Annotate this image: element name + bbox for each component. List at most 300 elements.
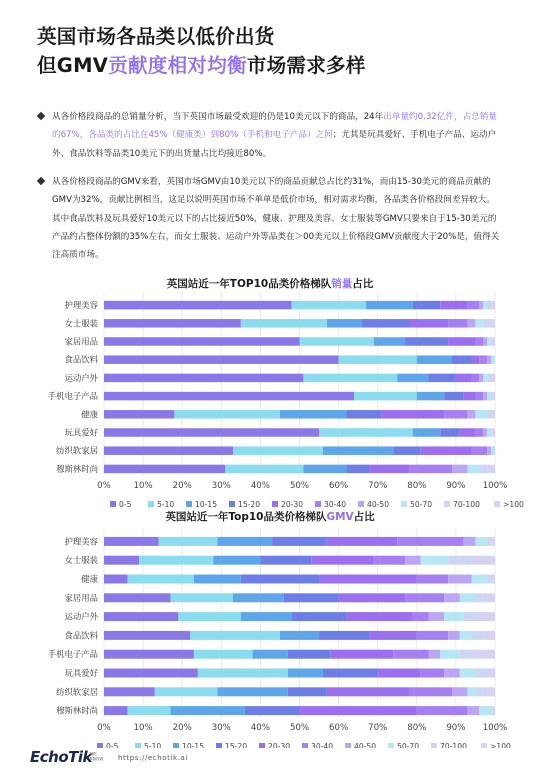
- bar-segment: [198, 669, 288, 678]
- bar-segment: [487, 593, 495, 602]
- bar-segment: [104, 593, 170, 602]
- chart2-title: [0, 509, 540, 524]
- bar-segment: [475, 650, 495, 659]
- bar-segment: [300, 706, 417, 715]
- legend-swatch: [315, 501, 321, 507]
- legend-swatch: [148, 501, 154, 507]
- bar-segment: [190, 631, 280, 640]
- bar-segment: [104, 556, 139, 565]
- bar-segment: [233, 446, 323, 455]
- x-tick-label: 20%: [172, 481, 192, 491]
- bar-segment: [104, 669, 198, 678]
- bar-segment: [464, 612, 480, 621]
- page-title: [37, 22, 366, 80]
- x-tick-label: 10%: [133, 723, 153, 733]
- bar-segment: [444, 612, 464, 621]
- chart1-title-pre: 英国站近一年TOP10品类价格梯队: [166, 278, 332, 290]
- bar-segment: [487, 465, 495, 474]
- para1-highlight: 出单量约0.32亿件，占总销量的67%，各品类的占比在45%（健康类）到80%（手机和电子产品）之间: [52, 112, 497, 141]
- bar-segment: [104, 687, 155, 696]
- bar-segment: [472, 355, 480, 364]
- bar-segment: [464, 392, 476, 401]
- bar-segment: [327, 319, 362, 328]
- bar-segment: [104, 428, 319, 437]
- bar-segment: [104, 337, 300, 346]
- legend-label: 0-5: [119, 500, 132, 507]
- bar-segment: [491, 706, 495, 715]
- bar-segment: [468, 687, 476, 696]
- chart2-title-post: 占比: [353, 511, 375, 523]
- category-label: 玩具爱好: [64, 668, 98, 678]
- legend-label: >100: [490, 742, 511, 748]
- bar-segment: [319, 428, 413, 437]
- bar-segment: [487, 392, 491, 401]
- legend-swatch: [97, 743, 103, 748]
- bar-segment: [374, 337, 405, 346]
- title-line-2: [37, 51, 366, 80]
- bar-segment: [429, 612, 445, 621]
- bar-segment: [472, 374, 480, 383]
- bar-segment: [241, 319, 327, 328]
- category-label: 女士服装: [64, 555, 98, 566]
- bar-segment: [241, 612, 292, 621]
- bar-segment: [339, 355, 417, 364]
- bar-segment: [475, 687, 483, 696]
- bar-segment: [339, 593, 405, 602]
- bar-segment: [288, 687, 327, 696]
- bar-segment: [217, 687, 287, 696]
- bar-segment: [327, 537, 397, 546]
- bar-segment: [104, 374, 303, 383]
- x-tick-label: 50%: [289, 481, 310, 491]
- bar-segment: [241, 575, 319, 584]
- bar-segment: [127, 575, 193, 584]
- legend-swatch: [431, 743, 437, 748]
- bar-segment: [444, 593, 460, 602]
- bar-segment: [491, 446, 495, 455]
- bar-segment: [468, 410, 476, 419]
- x-tick-label: 40%: [250, 723, 270, 733]
- bar-segment: [245, 706, 300, 715]
- bar-segment: [362, 319, 409, 328]
- paragraph-gmv: [52, 173, 502, 264]
- bar-segment: [417, 575, 448, 584]
- bar-segment: [421, 556, 448, 565]
- bar-segment: [487, 337, 491, 346]
- legend-swatch: [135, 743, 141, 748]
- bar-segment: [440, 650, 460, 659]
- category-label: 护理美容: [64, 300, 98, 311]
- category-label: 纺织软家居: [56, 445, 98, 456]
- category-label: 玩具爱好: [64, 427, 98, 438]
- bar-segment: [170, 593, 233, 602]
- x-tick-label: 100%: [482, 723, 508, 733]
- category-label: 食品饮料: [64, 354, 98, 365]
- bar-segment: [104, 650, 194, 659]
- bar-segment: [468, 301, 480, 310]
- title-line-2-post: 市场需求多样: [246, 54, 366, 77]
- legend-swatch: [388, 743, 394, 748]
- bar-segment: [104, 631, 190, 640]
- paragraph-sales: [52, 108, 502, 163]
- bar-segment: [475, 537, 487, 546]
- bar-segment: [409, 465, 452, 474]
- legend-label: 15-20: [238, 500, 261, 507]
- diamond-bullet-icon: [37, 112, 45, 120]
- legend-label: 30-40: [311, 742, 334, 748]
- bar-segment: [104, 355, 339, 364]
- bar-segment: [346, 410, 381, 419]
- legend-label: 70-100: [453, 500, 480, 507]
- bar-segment: [491, 392, 495, 401]
- diamond-bullet-icon: [37, 177, 45, 185]
- legend-label: 40-50: [367, 500, 390, 507]
- legend-label: 40-50: [354, 742, 377, 748]
- bar-segment: [468, 319, 476, 328]
- legend-label: 20-30: [268, 742, 291, 748]
- bar-segment: [272, 537, 327, 546]
- bar-segment: [421, 669, 444, 678]
- bar-segment: [405, 556, 421, 565]
- bar-segment: [448, 556, 471, 565]
- bar-segment: [413, 301, 440, 310]
- bar-segment: [378, 669, 421, 678]
- category-label: 手机电子产品: [47, 391, 98, 402]
- bar-segment: [104, 612, 178, 621]
- bar-segment: [448, 631, 460, 640]
- bar-segment: [483, 687, 495, 696]
- bar-segment: [319, 575, 417, 584]
- bar-segment: [475, 319, 483, 328]
- legend-swatch: [481, 743, 487, 748]
- x-tick-label: 90%: [446, 481, 466, 491]
- bar-segment: [448, 575, 471, 584]
- bar-segment: [487, 669, 495, 678]
- bar-segment: [491, 537, 495, 546]
- x-tick-label: 100%: [482, 481, 508, 491]
- bar-segment: [475, 669, 487, 678]
- bar-segment: [475, 392, 483, 401]
- bar-segment: [491, 374, 495, 383]
- legend-swatch: [110, 501, 116, 507]
- legend-swatch: [173, 743, 179, 748]
- bar-segment: [483, 428, 487, 437]
- bar-segment: [280, 410, 346, 419]
- bar-segment: [393, 650, 428, 659]
- bar-segment: [475, 593, 487, 602]
- bar-segment: [448, 337, 475, 346]
- bar-segment: [405, 593, 444, 602]
- bar-segment: [491, 319, 495, 328]
- category-label: 家居用品: [64, 592, 98, 603]
- x-tick-label: 30%: [211, 723, 231, 733]
- bar-segment: [397, 537, 463, 546]
- para2-text: 从各价格段商品的GMV来看，英国市场GMV由10美元以下的商品贡献总占比约31%，而由15-30美元的商品贡献的GMV为32%，贡献比例相当，这足以说明英国市场不单单是低价市场，相对需求均衡，各品类各价格段间差异较大。其中食品饮料及玩具爱好10美元以下的占比接近50%，健康、护理及美容、女士服装等GMV只要来自于15-30美元的产品约占整体份额的35%左右，而女士服装、运动户外等品类在＞00美元以上价格段GMV贡献度大于20%是，值得关注高质市场。: [52, 177, 500, 261]
- sales-share-chart: [0, 292, 540, 507]
- bar-segment: [483, 301, 487, 310]
- bar-segment: [479, 301, 483, 310]
- category-label: 家居用品: [64, 336, 98, 347]
- bar-segment: [468, 465, 480, 474]
- x-tick-label: 60%: [329, 481, 349, 491]
- category-label: 食品饮料: [64, 630, 98, 641]
- bar-segment: [311, 556, 374, 565]
- bar-segment: [479, 465, 487, 474]
- bar-segment: [491, 410, 495, 419]
- bar-segment: [397, 374, 428, 383]
- legend-swatch: [444, 501, 450, 507]
- bar-segment: [413, 428, 440, 437]
- bar-segment: [475, 410, 487, 419]
- bar-segment: [479, 612, 495, 621]
- bar-segment: [487, 446, 491, 455]
- bar-segment: [139, 556, 213, 565]
- x-tick-label: 90%: [446, 723, 466, 733]
- bar-segment: [382, 410, 445, 419]
- bar-segment: [491, 337, 495, 346]
- bar-segment: [217, 537, 272, 546]
- bar-segment: [104, 319, 241, 328]
- x-tick-label: 0%: [97, 481, 111, 491]
- bar-segment: [104, 537, 159, 546]
- legend-swatch: [401, 501, 407, 507]
- bar-segment: [483, 631, 495, 640]
- legend-swatch: [302, 743, 308, 748]
- bar-segment: [159, 537, 218, 546]
- bar-segment: [346, 465, 369, 474]
- legend-swatch: [272, 501, 278, 507]
- bar-segment: [483, 337, 487, 346]
- bar-segment: [194, 650, 253, 659]
- category-label: 运动户外: [64, 611, 98, 622]
- bar-segment: [366, 301, 413, 310]
- bar-segment: [456, 374, 472, 383]
- bar-segment: [444, 392, 464, 401]
- bar-segment: [327, 687, 409, 696]
- bar-segment: [194, 575, 241, 584]
- bar-segment: [452, 687, 468, 696]
- bar-segment: [284, 593, 339, 602]
- category-label: 纺织软家居: [56, 686, 98, 697]
- bar-segment: [413, 612, 429, 621]
- bar-segment: [479, 706, 491, 715]
- bar-segment: [491, 428, 495, 437]
- legend-swatch: [259, 743, 265, 748]
- category-label: 女士服装: [64, 318, 98, 329]
- bar-segment: [487, 301, 491, 310]
- bar-segment: [429, 374, 456, 383]
- bar-segment: [104, 706, 127, 715]
- legend-swatch: [216, 743, 222, 748]
- bar-segment: [460, 669, 476, 678]
- bar-segment: [331, 650, 394, 659]
- bar-segment: [487, 410, 491, 419]
- chart2-title-accent: GMV: [326, 511, 354, 523]
- bar-segment: [288, 650, 331, 659]
- category-label: 运动户外: [64, 372, 98, 383]
- title-line-1: 英国市场各品类以低价出货: [37, 25, 275, 48]
- bar-segment: [479, 374, 483, 383]
- bar-segment: [444, 669, 460, 678]
- bar-segment: [260, 556, 311, 565]
- bar-segment: [448, 319, 468, 328]
- legend-swatch: [229, 501, 235, 507]
- bar-segment: [323, 669, 378, 678]
- bar-segment: [460, 631, 472, 640]
- bar-segment: [292, 301, 366, 310]
- bar-segment: [253, 650, 288, 659]
- bar-segment: [104, 392, 354, 401]
- legend-label: 10-15: [195, 500, 218, 507]
- bar-segment: [487, 374, 491, 383]
- bar-segment: [460, 650, 476, 659]
- bar-segment: [374, 556, 405, 565]
- bar-segment: [174, 410, 280, 419]
- bar-segment: [155, 687, 218, 696]
- bar-segment: [483, 374, 487, 383]
- bar-segment: [472, 631, 484, 640]
- bar-segment: [487, 537, 491, 546]
- x-tick-label: 70%: [368, 481, 388, 491]
- legend-label: 50-70: [410, 500, 433, 507]
- category-label: 穆斯林时尚: [56, 705, 98, 716]
- legend-swatch: [494, 501, 500, 507]
- x-tick-label: 10%: [133, 481, 153, 491]
- legend-label: 5-10: [144, 742, 162, 748]
- legend-label: 0-5: [106, 742, 119, 748]
- bar-segment: [104, 301, 292, 310]
- bar-segment: [487, 428, 491, 437]
- chart2-title-pre: 英国站近一年Top10品类价格梯队: [165, 511, 327, 523]
- bar-segment: [487, 575, 495, 584]
- bar-segment: [468, 706, 480, 715]
- bar-segment: [417, 631, 448, 640]
- x-tick-label: 60%: [329, 723, 349, 733]
- bar-segment: [280, 631, 319, 640]
- bar-segment: [452, 465, 468, 474]
- bar-segment: [417, 706, 468, 715]
- legend-swatch: [358, 501, 364, 507]
- bar-segment: [303, 465, 346, 474]
- bar-segment: [213, 556, 260, 565]
- category-label: 健康: [81, 409, 98, 420]
- bar-segment: [170, 706, 244, 715]
- footer-url[interactable]: https://echotik.ai: [118, 754, 188, 762]
- bar-segment: [460, 428, 476, 437]
- bar-segment: [421, 446, 472, 455]
- logo-tagline: WE KNOW: [90, 752, 104, 762]
- bar-segment: [464, 537, 476, 546]
- x-tick-label: 0%: [97, 723, 111, 733]
- legend-label: >100: [503, 500, 524, 507]
- legend-label: 50-70: [397, 742, 420, 748]
- chart1-title-accent: 销量: [331, 278, 353, 290]
- legend-label: 10-15: [182, 742, 205, 748]
- bar-segment: [346, 612, 412, 621]
- title-line-2-accent: 贡献度相对均衡: [108, 54, 247, 77]
- bar-segment: [104, 575, 127, 584]
- bar-segment: [472, 556, 495, 565]
- legend-label: 15-20: [225, 742, 248, 748]
- bar-segment: [303, 374, 397, 383]
- bar-segment: [292, 612, 347, 621]
- x-tick-label: 80%: [407, 723, 427, 733]
- bar-segment: [475, 428, 483, 437]
- bar-segment: [104, 446, 233, 455]
- legend-label: 20-30: [281, 500, 304, 507]
- bar-segment: [323, 446, 393, 455]
- bar-segment: [393, 446, 420, 455]
- legend-label: 70-100: [440, 742, 467, 748]
- x-tick-label: 80%: [407, 481, 427, 491]
- bar-segment: [233, 593, 284, 602]
- title-line-2-pre: 但GMV: [37, 54, 109, 77]
- x-tick-label: 70%: [368, 723, 388, 733]
- bar-segment: [440, 301, 467, 310]
- bar-segment: [370, 465, 409, 474]
- bar-segment: [300, 337, 374, 346]
- legend-label: 5-10: [157, 500, 175, 507]
- chart1-title: [0, 276, 540, 291]
- bar-segment: [417, 355, 452, 364]
- x-tick-label: 20%: [172, 723, 192, 733]
- chart1-title-post: 占比: [352, 278, 374, 290]
- bar-segment: [475, 337, 483, 346]
- x-tick-label: 30%: [211, 481, 231, 491]
- bar-segment: [440, 428, 460, 437]
- bar-segment: [472, 446, 488, 455]
- bar-segment: [452, 355, 472, 364]
- bar-segment: [405, 337, 448, 346]
- x-tick-label: 40%: [250, 481, 270, 491]
- para1-text-1: 从各价格段商品的总销量分析，当下英国市场最受欢迎的仍是10美元以下的商品，: [52, 112, 364, 122]
- bar-segment: [487, 355, 491, 364]
- bar-segment: [483, 392, 487, 401]
- bar-segment: [288, 669, 323, 678]
- gmv-share-chart: [0, 526, 540, 748]
- bar-segment: [472, 575, 488, 584]
- para1-text-2: 24年: [363, 112, 384, 122]
- bar-segment: [354, 392, 417, 401]
- bar-segment: [104, 410, 174, 419]
- bar-segment: [104, 465, 225, 474]
- legend-swatch: [186, 501, 192, 507]
- legend-swatch: [345, 743, 351, 748]
- legend-label: 30-40: [324, 500, 347, 507]
- bar-segment: [491, 301, 495, 310]
- category-label: 手机电子产品: [47, 649, 98, 660]
- bar-segment: [479, 355, 487, 364]
- bar-segment: [319, 631, 370, 640]
- bar-segment: [225, 465, 303, 474]
- bar-segment: [429, 650, 441, 659]
- bar-segment: [370, 631, 417, 640]
- category-label: 健康: [81, 574, 98, 584]
- para1-text-3: ；尤其是玩具爱好、手机电子产品、运动户外、食品饮料等品类10美元下的出货量占比均接近80%。: [52, 130, 497, 159]
- bar-segment: [483, 319, 491, 328]
- bar-segment: [444, 410, 467, 419]
- bar-segment: [491, 355, 495, 364]
- x-tick-label: 50%: [289, 723, 310, 733]
- bar-segment: [178, 612, 241, 621]
- bar-segment: [409, 687, 452, 696]
- category-label: 穆斯林时尚: [56, 463, 98, 474]
- bar-segment: [417, 392, 444, 401]
- bar-segment: [127, 706, 170, 715]
- category-label: 护理美容: [64, 536, 98, 547]
- bar-segment: [409, 319, 448, 328]
- bar-segment: [460, 593, 476, 602]
